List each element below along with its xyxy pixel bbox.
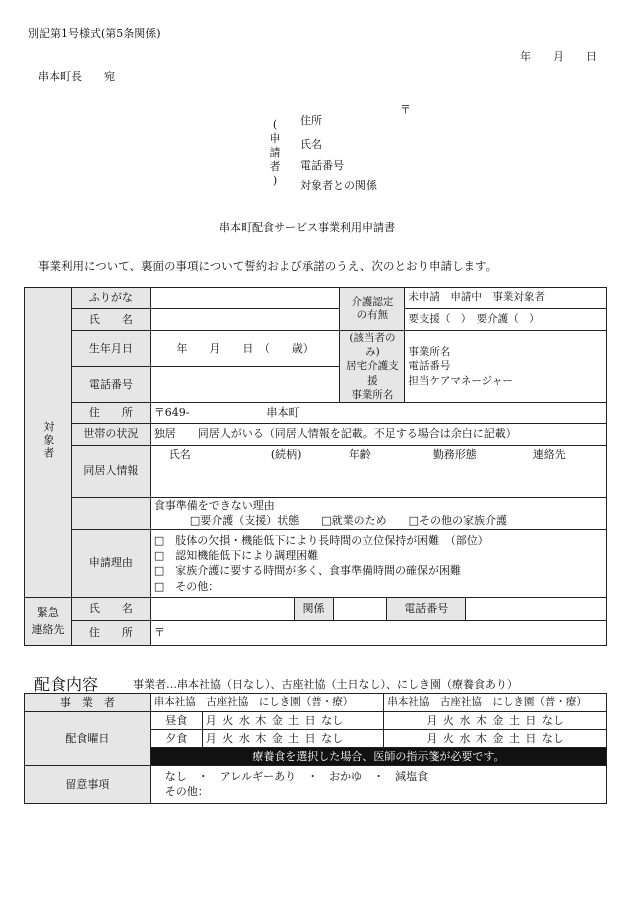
lunch-days-1[interactable]: 月 火 水 木 金 土 日 なし [202,712,384,730]
cannot-prepare-options[interactable]: □要介護（支援）状態 □就業のため □その他の家族介護 [189,514,507,528]
applicant-bracket: ( 申 請 者 ) [269,118,281,187]
document-title: 串本町配食サービス事業利用申請書 [219,221,395,234]
subject-table [24,287,607,598]
reason-list[interactable] [150,529,606,597]
emergency-relation-input[interactable] [333,598,387,621]
household-value[interactable]: 独居 同居人がいる（同居人情報を記載。不足する場合は余白に記載） [150,423,606,445]
addressee: 串本町長 宛 [38,70,115,83]
therapy-diet-notice: 療養食を選択した場合、医師の指示箋が必要です。 [150,748,606,766]
birth-label: 生年月日 [71,331,150,367]
phone-input[interactable] [150,366,340,402]
cohab-col-contact: 連絡先 [532,447,566,461]
emergency-table [24,597,607,646]
care-office-name: 事業所名 [408,346,451,359]
address-input[interactable]: 〒649- 串本町 [150,402,606,423]
care-cert-label: 介護認定 の有無 [340,288,405,331]
furigana-label: ふりがな [71,288,150,309]
dinner-days-2[interactable]: 月 火 水 木 金 土 日 なし [384,730,607,748]
meal-table [24,693,607,804]
lunch-label: 昼食 [150,712,202,730]
dinner-days-1[interactable]: 月 火 水 木 金 土 日 なし [202,730,384,748]
cohab-col-relation: (続柄) [270,447,302,461]
reason-label: 申請理由 [71,529,150,597]
postal-mark: 〒 [400,103,411,116]
furigana-input[interactable] [150,288,340,309]
applicant-relation-label: 対象者との関係 [300,179,377,192]
provider-label: 事 業 者 [25,694,151,712]
emergency-name-input[interactable] [150,598,294,621]
emergency-relation-label: 関係 [294,598,333,621]
cannot-prepare-label: 食事準備をできない理由 [153,498,275,512]
intro-text: 事業利用について、裏面の事項について誓約および承諾のうえ、次のとおり申請します。 [38,259,498,273]
name-input[interactable] [150,309,340,331]
cannot-prepare[interactable] [150,497,606,529]
form-number: 別記第1号様式(第5条関係) [28,27,161,40]
household-label: 世帯の状況 [71,423,150,445]
phone-label: 電話番号 [71,366,150,402]
notes-line-2[interactable]: その他： [164,784,209,798]
notes-options[interactable] [150,766,606,804]
cohabitant-label-cont [71,497,150,529]
applicant-phone-label: 電話番号 [300,159,344,172]
birth-input[interactable]: 年 月 日 （ 歳） [150,331,340,367]
reason-item[interactable]: □ 家族介護に要する時間が多く、食事準備時間の確保が困難 [153,564,461,578]
care-support-label: (該当者のみ) 居宅介護支援 事業所名 [340,331,405,403]
emergency-address-input[interactable]: 〒 [150,621,606,646]
provider-options-2[interactable]: 串本社協 古座社協 にしき園（普・療） [384,694,607,712]
applicant-name-label: 氏名 [300,138,322,151]
date-field[interactable]: 年 月 日 [520,50,597,63]
emergency-phone-input[interactable] [466,598,607,621]
dinner-label: 夕食 [150,730,202,748]
care-manager: 担当ケアマネージャー [408,374,513,387]
care-cert-status[interactable]: 未申請 申請中 事業対象者 [405,288,607,309]
meal-note: 事業者…串本社協（日なし）、古座社協（土日なし）、にしき園（療養食あり） [133,678,518,691]
notes-line-1[interactable]: なし ・ アレルギーあり ・ おかゆ ・ 減塩食 [164,769,429,783]
emergency-name-label: 氏 名 [71,598,150,621]
provider-options-1[interactable]: 串本社協 古座社協 にしき園（普・療） [150,694,384,712]
care-support-info[interactable] [405,331,607,403]
reason-item[interactable]: □ 認知機能低下により調理困難 [153,549,319,563]
name-label: 氏 名 [71,309,150,331]
cohabitant-info[interactable] [150,445,606,497]
care-office-phone: 電話番号 [408,360,451,373]
cohab-col-work: 勤務形態 [432,447,477,461]
emergency-phone-label: 電話番号 [387,598,466,621]
address-label: 住 所 [71,402,150,423]
lunch-days-2[interactable]: 月 火 水 木 金 土 日 なし [384,712,607,730]
cohabitant-label: 同居人情報 [71,445,150,497]
cohab-col-name: 氏名 [168,447,191,461]
care-level[interactable]: 要支援（ ） 要介護（ ） [405,309,607,331]
days-label: 配食曜日 [25,712,151,766]
reason-item[interactable]: □ 肢体の欠損・機能低下により長時間の立位保持が困難 （部位） [153,534,489,548]
emergency-address-label: 住 所 [71,621,150,646]
cohab-col-age: 年齢 [348,447,371,461]
applicant-address-label: 住所 [300,114,322,127]
meal-heading: 配食内容 [34,675,99,694]
notes-label: 留意事項 [25,766,151,804]
reason-item[interactable]: □ その他： [153,579,220,593]
subject-section-label: 対象者 [25,288,72,598]
emergency-label: 緊急 連絡先 [25,598,72,646]
